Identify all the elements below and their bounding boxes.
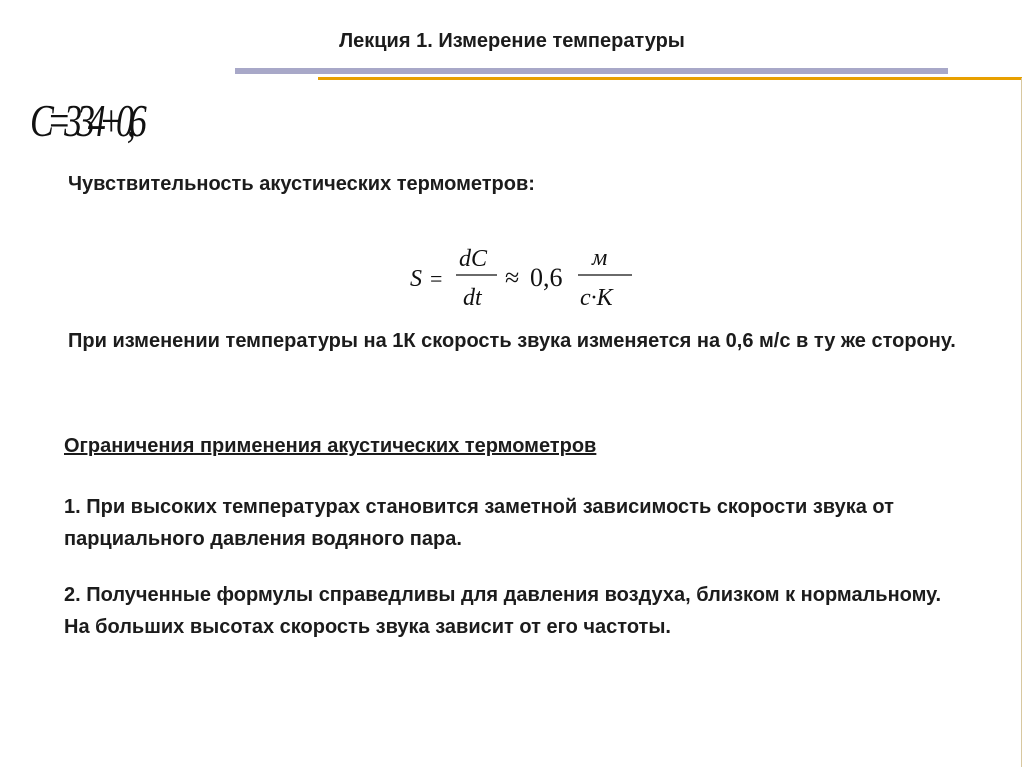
formula-approx: ≈ xyxy=(505,263,520,292)
slide-title: Лекция 1. Измерение температуры xyxy=(339,30,685,52)
formula-den1: dt xyxy=(463,285,482,311)
limit-item-2: 2. Полученные формулы справедливы для давления воздуха, близком к нормальному. На больших высотах скорость звука зависит от его частоты. xyxy=(64,584,942,638)
formula-lhs: S xyxy=(410,266,422,292)
limit-item-1: 1. При высоких температурах становится заметной зависимость скорости звука от парциального давления водяного пара. xyxy=(64,496,894,550)
limits-heading: Ограничения применения акустических термометров xyxy=(64,435,597,457)
sensitivity-formula xyxy=(400,238,660,318)
formula-num2: м xyxy=(592,245,608,271)
slide-frame-edge xyxy=(1021,78,1022,767)
sensitivity-heading: Чувствительность акустических термометров: xyxy=(68,173,535,195)
formula-eq: = xyxy=(430,266,443,291)
title-underline-blue xyxy=(235,68,948,74)
formula-den2: c·K xyxy=(580,285,613,311)
formula-num1: dC xyxy=(459,246,488,272)
temperature-change-text: При изменении температуры на 1К скорость звука изменяется на 0,6 м/с в ту же сторону. xyxy=(68,330,956,352)
title-underline-orange xyxy=(318,77,1022,80)
formula-coef: 0,6 xyxy=(530,263,563,292)
broken-formula: C=3 34+0,6 xyxy=(30,95,140,146)
